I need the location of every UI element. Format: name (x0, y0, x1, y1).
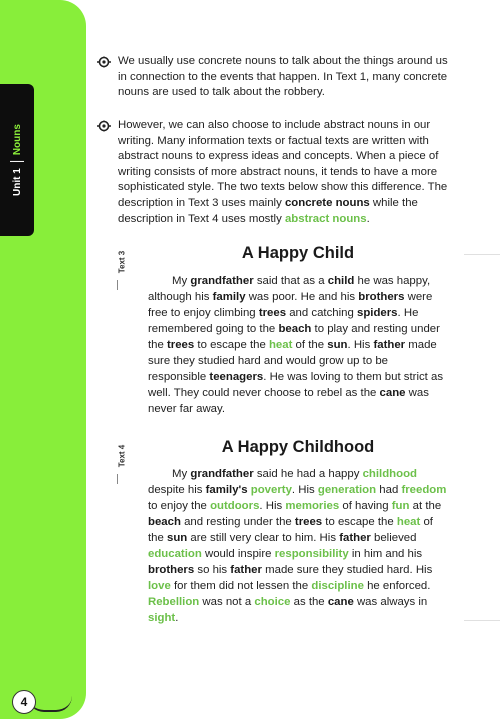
label-rule (117, 280, 118, 290)
text-segment: to play and resting under the (148, 323, 440, 351)
text-3-label (112, 240, 132, 284)
highlighted-noun: concrete nouns (284, 196, 370, 209)
text-segment: was never far away. (148, 387, 429, 415)
highlighted-noun: generation (317, 484, 377, 496)
text-segment: to escape the (322, 516, 397, 528)
text-segment: of the (292, 339, 328, 351)
text-segment: to enjoy the (148, 500, 211, 512)
margin-line (464, 254, 500, 255)
text-segment: despite his (148, 484, 206, 496)
text-segment: made sure they studied hard and would grow up to be responsible (148, 339, 437, 383)
text-segment: believed (370, 532, 417, 544)
text-segment: of having (339, 500, 392, 512)
highlighted-noun: trees (258, 307, 287, 319)
tab-divider (10, 161, 24, 162)
text-3-label-text: Text 3 (117, 250, 127, 274)
text-segment: and resting under the (180, 516, 295, 528)
highlighted-noun: love (148, 580, 171, 592)
text-segment: and catching (286, 307, 357, 319)
text-segment: to escape the (194, 339, 269, 351)
highlighted-noun: outdoors (210, 500, 260, 512)
text-segment: in him and his (348, 548, 423, 560)
highlighted-noun: child (327, 275, 355, 287)
text-segment: were free to enjoy climbing (148, 291, 433, 319)
text-3-body (148, 273, 448, 417)
highlighted-noun: brothers (148, 564, 195, 576)
highlighted-noun: Rebellion (148, 596, 200, 608)
highlighted-noun: choice (254, 596, 291, 608)
highlighted-noun: father (373, 339, 406, 351)
text-segment: . He was loving to them but strict as well. They could never choose to rebel as the (148, 371, 444, 399)
text-segment: said he had a happy (253, 468, 363, 480)
text-3-title: A Happy Child (241, 244, 355, 262)
text-segment: . His (347, 339, 374, 351)
highlighted-noun: discipline (311, 580, 364, 592)
highlighted-noun: sun (167, 532, 188, 544)
text-segment: . (175, 612, 179, 624)
text-4-title: A Happy Childhood (221, 438, 375, 456)
text-segment: My (172, 275, 191, 287)
text-segment: was not a (199, 596, 255, 608)
highlighted-noun: beach (278, 323, 312, 335)
text-segment: was poor. He and his (245, 291, 359, 303)
text-segment: . (366, 212, 370, 225)
text-segment: are still very clear to him. His (187, 532, 340, 544)
gear-bullet-icon (96, 56, 112, 68)
highlighted-noun: sight (148, 612, 176, 624)
unit-label: Unit 1 (11, 168, 23, 196)
highlighted-noun: father (339, 532, 371, 544)
text-segment: while the description in Text 4 uses mostly (118, 196, 418, 225)
highlighted-noun: family's (205, 484, 248, 496)
text-segment: had (376, 484, 402, 496)
text-4-body (148, 466, 448, 626)
highlighted-noun: spiders (356, 307, 398, 319)
highlighted-noun: father (230, 564, 262, 576)
highlighted-noun: education (148, 548, 202, 560)
text-segment: for them did not lessen the (170, 580, 312, 592)
label-rule (117, 474, 118, 484)
text-segment: made sure they studied hard. His (261, 564, 433, 576)
section-label: Nouns (11, 124, 23, 156)
highlighted-noun: cane (327, 596, 354, 608)
highlighted-noun: teenagers (209, 371, 264, 383)
highlighted-noun: heat (396, 516, 421, 528)
text-segment: he enforced. (363, 580, 431, 592)
unit-tab (0, 84, 34, 236)
text-4-label-text: Text 4 (117, 444, 127, 468)
text-segment: . His (291, 484, 318, 496)
highlighted-noun: grandfather (190, 468, 254, 480)
highlighted-noun: responsibility (274, 548, 349, 560)
page-number: 4 (20, 695, 28, 709)
highlighted-noun: poverty (250, 484, 292, 496)
text-segment: said that as a (253, 275, 328, 287)
highlighted-noun: beach (148, 516, 181, 528)
highlighted-noun: fun (391, 500, 410, 512)
text-segment: However, we can also choose to include abstract nouns in our writing. Many information texts or factual texts are written with abstract nouns to express ideas and concepts. When a piece of writing consists of more abstract nouns, it tends to have a more sophisticated style. The two texts below show this difference. The description in Text 3 uses mainly (118, 119, 448, 209)
highlighted-noun: trees (294, 516, 323, 528)
text-segment: of the (148, 516, 433, 544)
highlighted-noun: brothers (358, 291, 405, 303)
gear-bullet-icon (96, 120, 112, 132)
highlighted-noun: freedom (401, 484, 447, 496)
page-number-badge (12, 690, 36, 714)
text-segment: We usually use concrete nouns to talk about the things around us in connection to the events that happen. In Text 1, many concrete nouns are used to talk about the robbery. (118, 55, 448, 99)
text-segment: . His (259, 500, 286, 512)
text-segment: My (172, 468, 191, 480)
highlighted-noun: abstract nouns (284, 212, 367, 225)
text-segment: so his (194, 564, 231, 576)
highlighted-noun: family (212, 291, 246, 303)
highlighted-noun: heat (268, 339, 293, 351)
text-segment: as the (290, 596, 328, 608)
intro-paragraph-2 (118, 118, 458, 227)
text-segment: at the (409, 500, 442, 512)
text-segment: . He remembered going to the (148, 307, 419, 335)
intro-paragraph-1 (118, 54, 458, 101)
highlighted-noun: childhood (362, 468, 418, 480)
text-segment: he was happy, although his (148, 275, 431, 303)
text-segment: was always in (353, 596, 428, 608)
highlighted-noun: memories (285, 500, 340, 512)
highlighted-noun: trees (167, 339, 195, 351)
text-4-label (112, 434, 132, 478)
highlighted-noun: grandfather (190, 275, 254, 287)
highlighted-noun: cane (379, 387, 406, 399)
unit-tab-text (10, 124, 24, 196)
highlighted-noun: sun (327, 339, 348, 351)
margin-line (464, 620, 500, 621)
text-segment: would inspire (201, 548, 275, 560)
